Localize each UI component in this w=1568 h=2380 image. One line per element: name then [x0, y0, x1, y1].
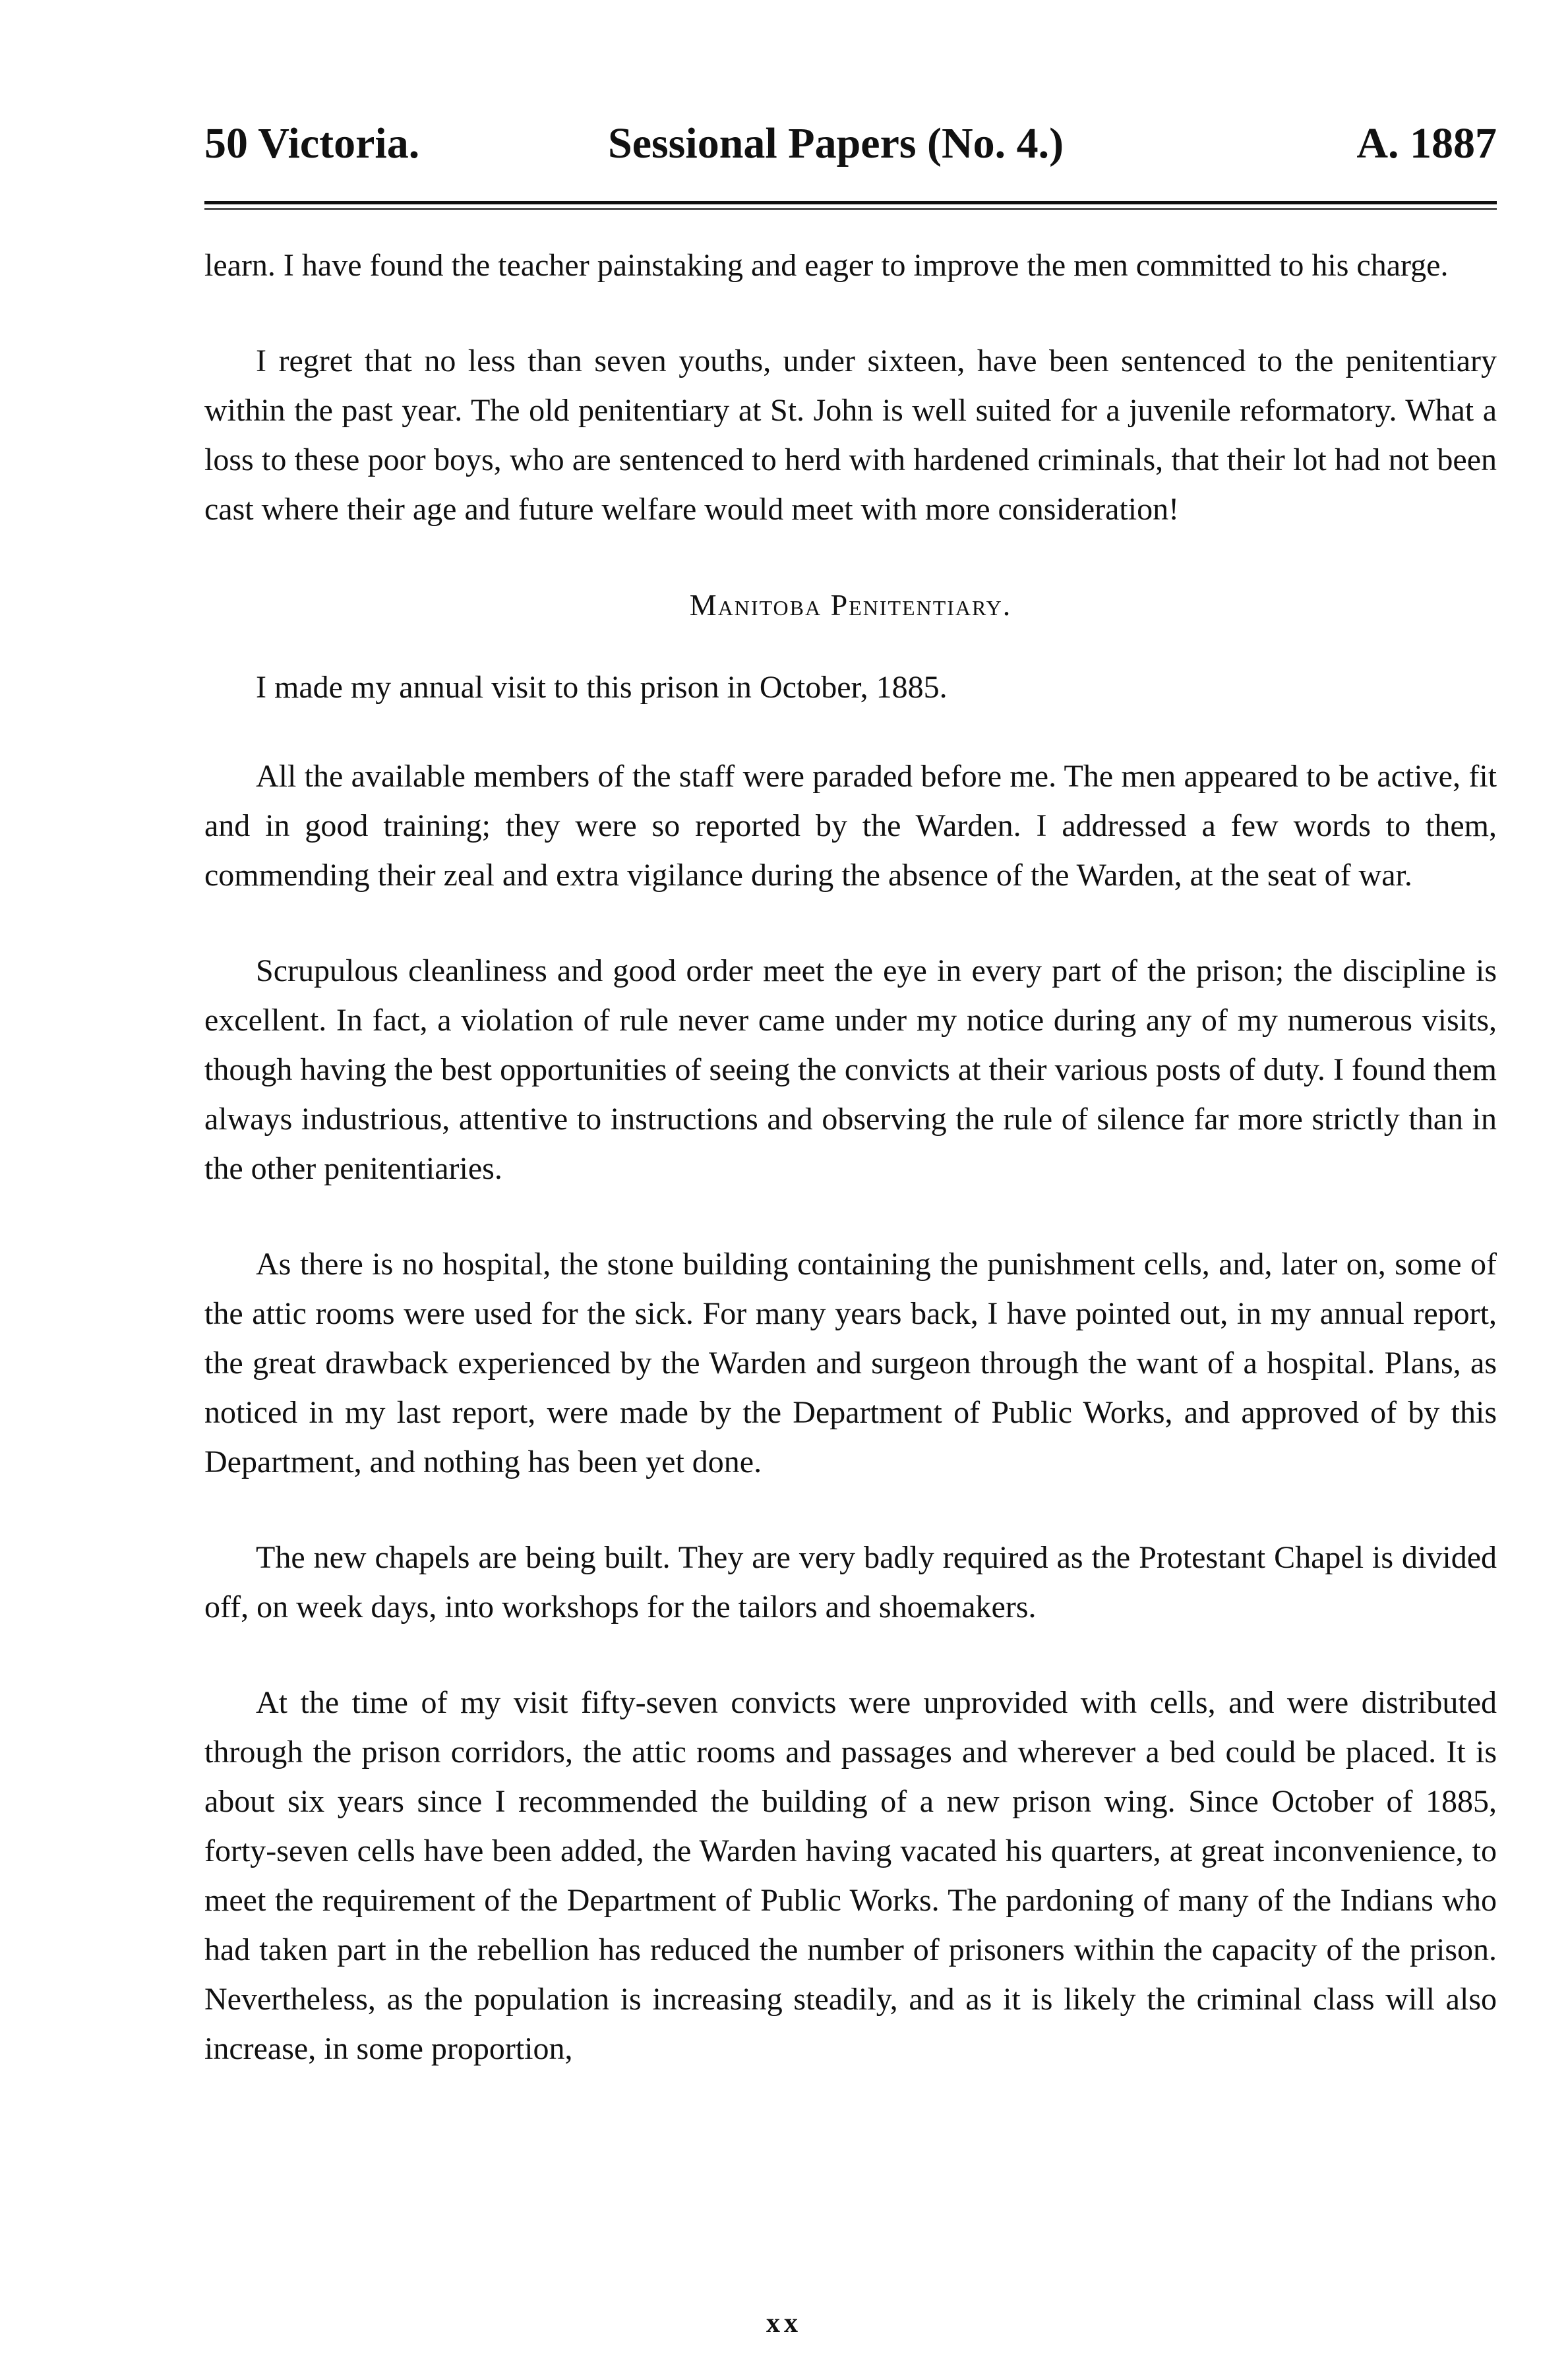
paragraph-hospital: As there is no hospital, the stone building containing the punishment cells, and, later on, some of the attic rooms were used for the sick. For many years back, I have pointed out, in my annual report, the great drawback experienced by the Warden and surgeon through the want of a hospital. Plans, as noticed in my last report, were made by the Department of Public Works, and approved of by this Department, and nothing has been yet done.: [204, 1247, 1497, 1479]
header-regnal-year: 50 Victoria.: [204, 119, 420, 167]
paragraph-juvenile-offenders: I regret that no less than seven youths, under sixteen, have been sentenced to the penitentiary within the past year. The old penitentiary at St. John is well suited for a juvenile reformatory. What a loss to these poor boys, who are sentenced to herd with hardened criminals, that their lot had not been cast where their age and future welfare would meet with more consideration!: [204, 343, 1497, 527]
section-heading: Manitoba Penitentiary.: [689, 588, 1012, 622]
paragraph-annual-visit: I made my annual visit to this prison in October, 1885.: [256, 670, 948, 705]
header-rule-thick: [204, 201, 1497, 204]
paragraph-chapels: The new chapels are being built. They are very badly required as the Protestant Chapel is divided off, on week days, into workshops for the tailors and shoemakers.: [204, 1540, 1497, 1624]
header-year: A. 1887: [1356, 119, 1497, 167]
paragraph-cells: At the time of my visit fifty-seven convicts were unprovided with cells, and were distributed through the prison corridors, the attic rooms and passages and wherever a bed could be placed. It is about six years since I recommended the building of a new prison wing. Since October of 1885, forty-seven cells have been added, the Warden having vacated his quarters, at great inconvenience, to meet the requirement of the Department of Public Works. The pardoning of many of the Indians who had taken part in the rebellion has reduced the number of prisoners within the capacity of the prison. Nevertheless, as the population is increasing steadily, and as it is likely the criminal class will also increase, in some proportion,: [204, 1685, 1497, 2066]
paragraph-staff: All the available members of the staff were paraded before me. The men appeared to be active, fit and in good training; they were so reported by the Warden. I addressed a few words to them, commending their zeal and extra vigilance during the absence of the Warden, at the seat of war.: [204, 759, 1497, 893]
header-rule-thin: [204, 208, 1497, 210]
paragraph-discipline: Scrupulous cleanliness and good order meet the eye in every part of the prison; the discipline is excellent. In fact, a violation of rule never came under my notice during any of my numerous visits, though having the best opportunities of seeing the convicts at their various posts of duty. I found them always industrious, attentive to instructions and observing the rule of silence far more strictly than in the other penitentiaries.: [204, 953, 1497, 1186]
body-text: [204, 241, 1497, 2120]
signature-mark: xx: [766, 2308, 802, 2338]
running-header: [204, 112, 1497, 175]
header-publication: Sessional Papers (No. 4.): [608, 119, 1064, 167]
paragraph-continuation: learn. I have found the teacher painstaking and eager to improve the men committed to his charge.: [204, 248, 1449, 283]
